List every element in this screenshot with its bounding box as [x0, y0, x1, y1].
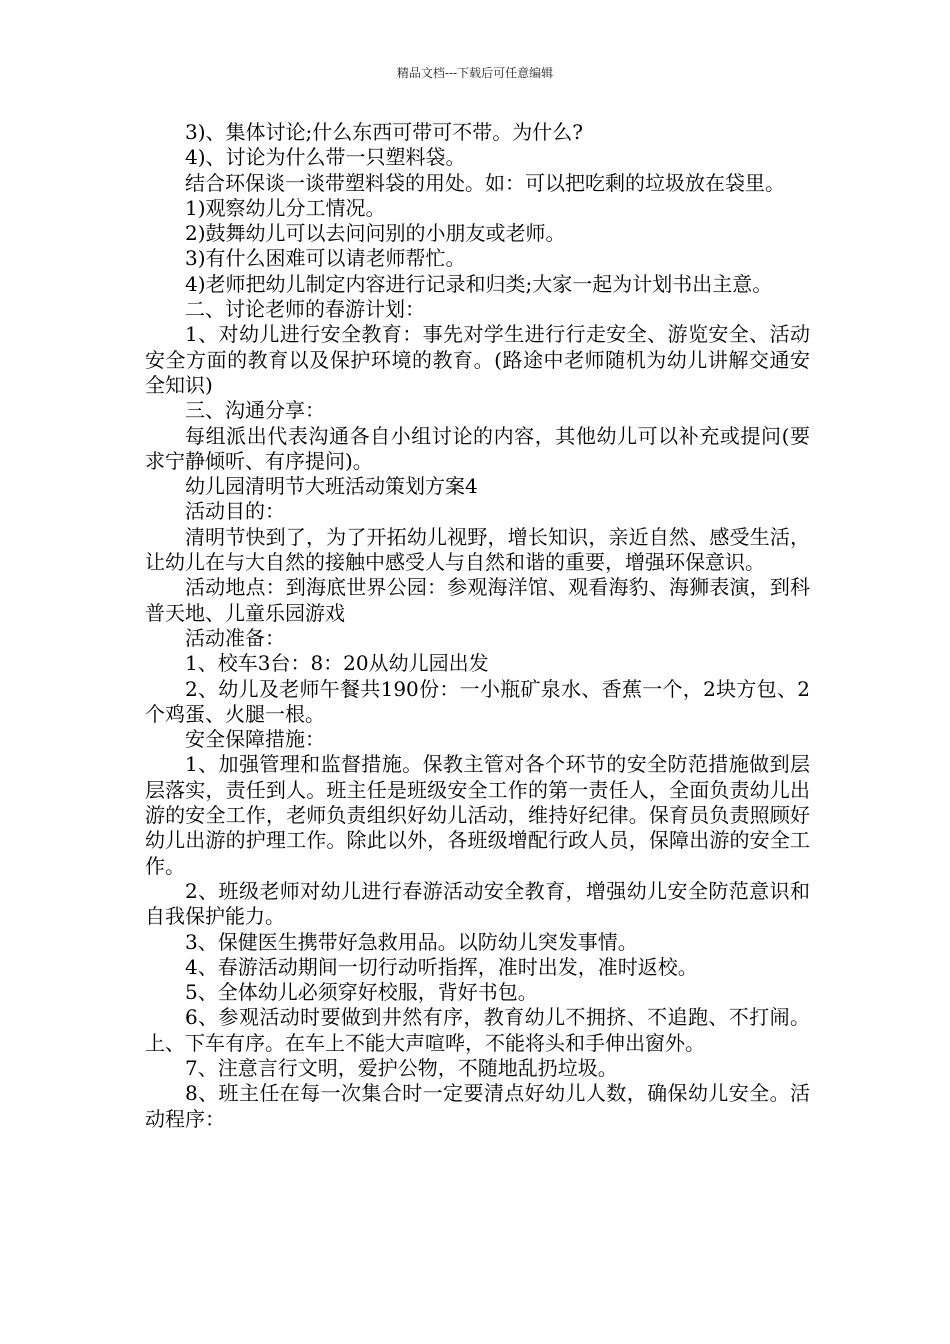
- paragraph: 5、全体幼儿必须穿好校服，背好书包。: [185, 980, 538, 1005]
- paragraph: 3)有什么困难可以请老师帮忙。: [185, 246, 466, 271]
- paragraph: 1、对幼儿进行安全教育：事先对学生进行行走安全、游览安全、活动安全方面的教育以及保护环境的教育。(路途中老师随机为幼儿讲解交通安全知识): [145, 322, 810, 397]
- paragraph: 结合环保谈一谈带塑料袋的用处。如：可以把吃剩的垃圾放在袋里。: [185, 170, 785, 195]
- paragraph: 1、校车3台：8：20从幼儿园出发: [185, 651, 489, 676]
- section-heading: 活动准备：: [185, 625, 285, 650]
- paragraph: 清明节快到了，为了开拓幼儿视野，增长知识，亲近自然、感受生活，让幼儿在与大自然的接触中感受人与自然和谐的重要，增强环保意识。: [145, 524, 810, 575]
- paragraph: 2)鼓舞幼儿可以去问问别的小朋友或老师。: [185, 221, 566, 246]
- section-heading: 安全保障措施：: [185, 727, 325, 752]
- paragraph: 6、参观活动时要做到井然有序，教育幼儿不拥挤、不追跑、不打闹。上、下车有序。在车上不能大声喧哗，不能将头和手伸出窗外。: [145, 1005, 810, 1055]
- page-header: 精品文档---下载后可任意编辑: [396, 66, 554, 80]
- paragraph: 4)老师把幼儿制定内容进行记录和归类;大家一起为计划书出主意。: [185, 271, 773, 296]
- paragraph: 活动地点：到海底世界公园：参观海洋馆、观看海豹、海狮表演，到科普天地、儿童乐园游戏: [145, 575, 810, 625]
- section-heading: 二、讨论老师的春游计划：: [185, 297, 425, 322]
- document-body: [145, 120, 810, 1132]
- paragraph: 7、注意言行文明，爱护公物，不随地乱扔垃圾。: [185, 1055, 618, 1080]
- section-heading: 活动目的：: [185, 499, 285, 524]
- document-title: 幼儿园清明节大班活动策划方案4: [185, 474, 478, 499]
- paragraph: 4、春游活动期间一切行动听指挥，准时出发，准时返校。: [185, 954, 698, 979]
- paragraph: 3、保健医生携带好急救用品。以防幼儿突发事情。: [185, 929, 638, 954]
- paragraph: 4)、讨论为什么带一只塑料袋。: [185, 145, 466, 170]
- paragraph: 8、班主任在每一次集合时一定要清点好幼儿人数，确保幼儿安全。活动程序：: [145, 1081, 810, 1131]
- paragraph: 1)观察幼儿分工情况。: [185, 195, 386, 220]
- paragraph: 2、幼儿及老师午餐共190份：一小瓶矿泉水、香蕉一个，2块方包、2个鸡蛋、火腿一根。: [145, 676, 810, 726]
- paragraph: 每组派出代表沟通各自小组讨论的内容，其他幼儿可以补充或提问(要求宁静倾听、有序提问)。: [145, 423, 810, 473]
- paragraph: 2、班级老师对幼儿进行春游活动安全教育，增强幼儿安全防范意识和自我保护能力。: [145, 878, 810, 929]
- paragraph: 1、加强管理和监督措施。保教主管对各个环节的安全防范措施做到层层落实，责任到人。班主任是班级安全工作的第一责任人，全面负责幼儿出游的安全工作，老师负责组织好幼儿活动，维持好纪律。保育员负责照顾好幼儿出游的护理工作。除此以外，各班级增配行政人员，保障出游的安全工作。: [145, 752, 810, 878]
- paragraph: 3)、集体讨论;什么东西可带可不带。为什么?: [185, 120, 583, 144]
- section-heading: 三、沟通分享：: [185, 398, 325, 423]
